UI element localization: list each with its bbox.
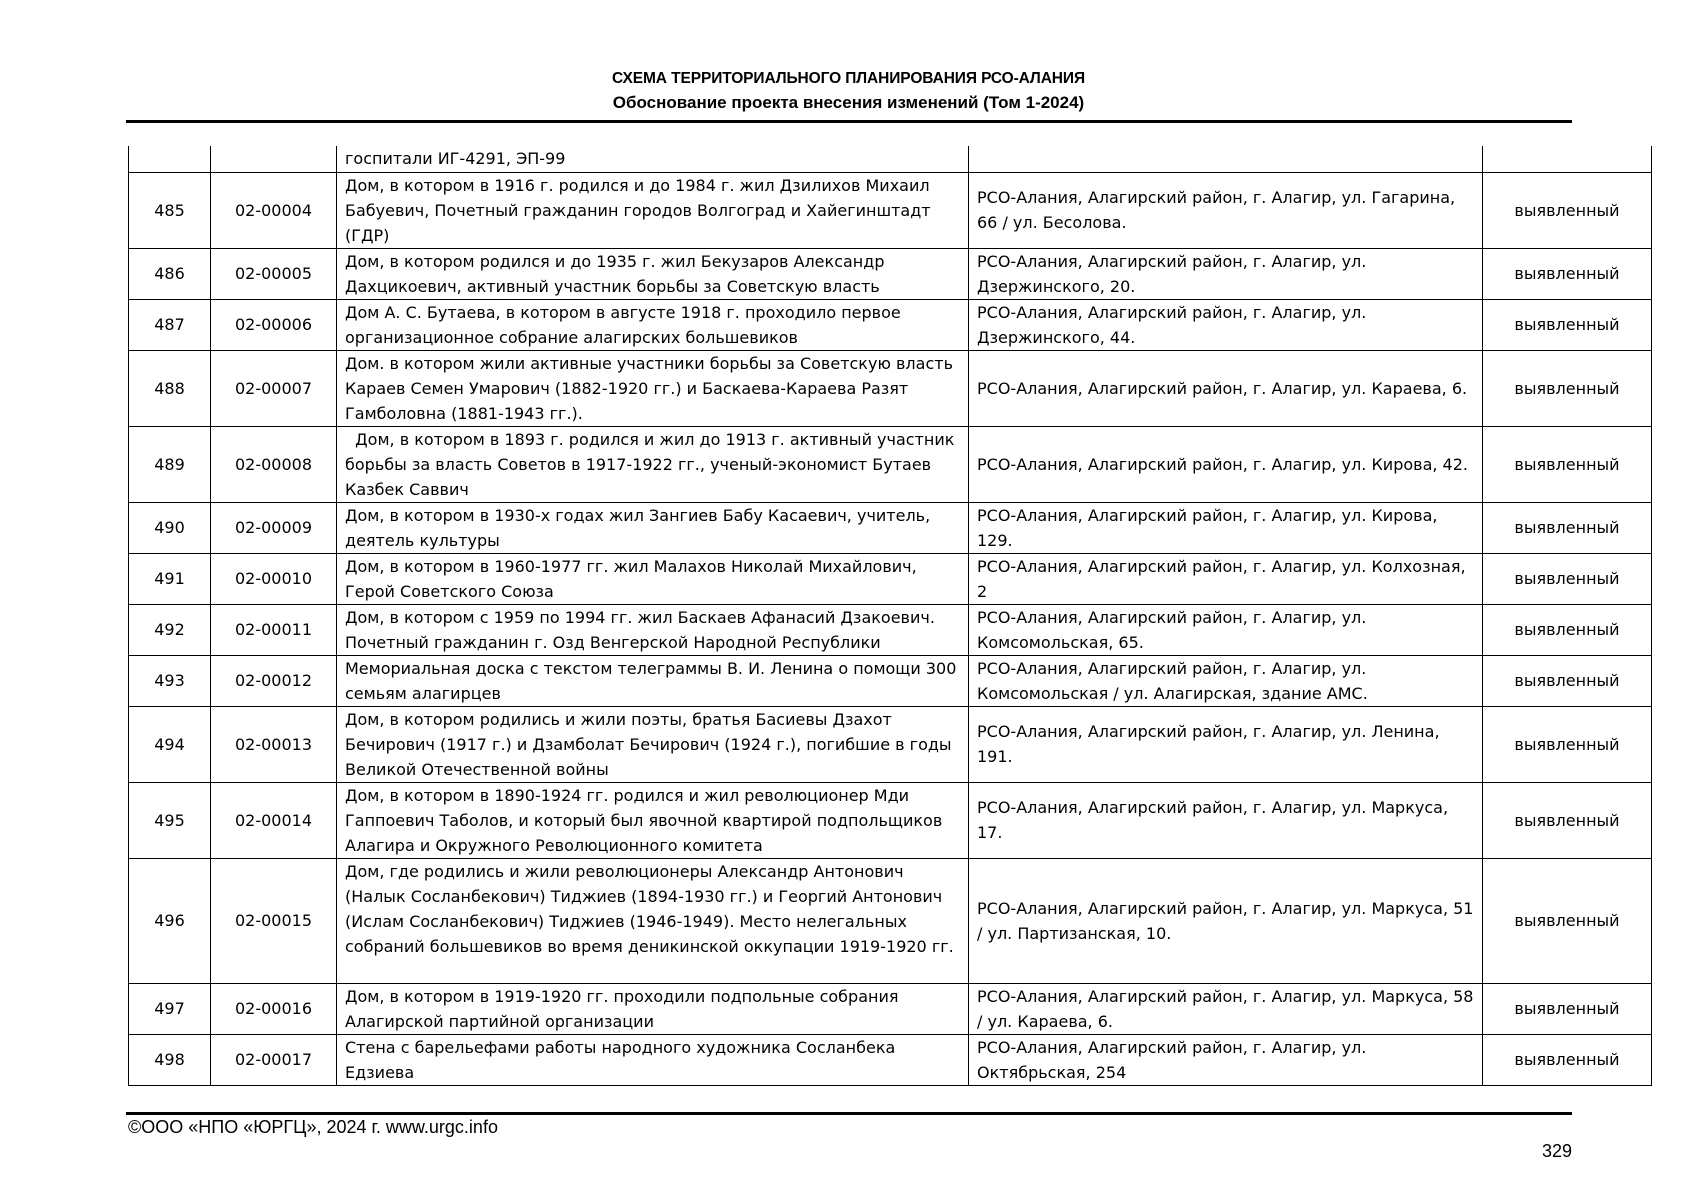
cell-name: Стена с барельефами работы народного художника Сосланбека Едзиева	[337, 1034, 969, 1085]
footer-rule	[126, 1112, 1572, 1115]
cell-address: РСО-Алания, Алагирский район, г. Алагир, ул. Кирова, 42.	[969, 426, 1483, 502]
document-subtitle: Обоснование проекта внесения изменений (Том 1-2024)	[612, 93, 1085, 112]
cell-code: 02-00009	[211, 502, 337, 553]
cell-address: РСО-Алания, Алагирский район, г. Алагир, ул. Комсомольская / ул. Алагирская, здание АМС.	[969, 655, 1483, 706]
cell-code: 02-00006	[211, 299, 337, 350]
cell-address: РСО-Алания, Алагирский район, г. Алагир, ул. Дзержинского, 20.	[969, 248, 1483, 299]
cell-address: РСО-Алания, Алагирский район, г. Алагир, ул. Маркуса, 17.	[969, 782, 1483, 858]
table-row-continuation	[129, 146, 1652, 172]
cell-num: 498	[129, 1034, 211, 1085]
cell-code: 02-00015	[211, 858, 337, 983]
header-rule	[126, 120, 1572, 123]
cell-name: Дом, в котором в 1919-1920 гг. проходили подпольные собрания Алагирской партийной организации	[337, 983, 969, 1034]
cell-address: РСО-Алания, Алагирский район, г. Алагир, ул. Комсомольская, 65.	[969, 604, 1483, 655]
table-row	[129, 299, 1652, 350]
cell-num: 487	[129, 299, 211, 350]
cell-code: 02-00014	[211, 782, 337, 858]
cell-name: госпитали ИГ-4291, ЭП-99	[337, 146, 969, 172]
cell-category: выявленный	[1483, 299, 1652, 350]
table-row	[129, 655, 1652, 706]
cell-address: РСО-Алания, Алагирский район, г. Алагир, ул. Колхозная, 2	[969, 553, 1483, 604]
table-row	[129, 350, 1652, 426]
cell-address: РСО-Алания, Алагирский район, г. Алагир, ул. Маркуса, 51 / ул. Партизанская, 10.	[969, 858, 1483, 983]
cell-name: Дом, в котором в 1890-1924 гг. родился и жил революционер Мди Гаппоевич Таболов, и который был явочной квартирой подпольщиков Алагира и Окружного Революционного комитета	[337, 782, 969, 858]
cell-name: Дом, в котором с 1959 по 1994 гг. жил Баскаев Афанасий Дзакоевич. Почетный гражданин г. Озд Венгерской Народной Республики	[337, 604, 969, 655]
cell-category: выявленный	[1483, 655, 1652, 706]
monuments-table	[128, 146, 1652, 1086]
cell-address: РСО-Алания, Алагирский район, г. Алагир, ул. Дзержинского, 44.	[969, 299, 1483, 350]
cell-category	[1483, 146, 1652, 172]
cell-num: 490	[129, 502, 211, 553]
cell-num: 485	[129, 172, 211, 248]
page-number: 329	[1541, 1141, 1572, 1161]
cell-code: 02-00004	[211, 172, 337, 248]
cell-num: 495	[129, 782, 211, 858]
cell-num: 489	[129, 426, 211, 502]
cell-num: 488	[129, 350, 211, 426]
cell-category: выявленный	[1483, 604, 1652, 655]
cell-code	[211, 146, 337, 172]
table-row	[129, 1034, 1652, 1085]
cell-category: выявленный	[1483, 553, 1652, 604]
cell-name: Дом, в котором в 1893 г. родился и жил до 1913 г. активный участник борьбы за власть Советов в 1917-1922 гг., ученый-экономист Бутаев Казбек Саввич	[337, 426, 969, 502]
cell-num: 492	[129, 604, 211, 655]
table-row	[129, 782, 1652, 858]
cell-num: 496	[129, 858, 211, 983]
cell-num: 486	[129, 248, 211, 299]
cell-name: Дом, в котором родились и жили поэты, братья Басиевы Дзахот Бечирович (1917 г.) и Дзамболат Бечирович (1924 г.), погибшие в годы Великой Отечественной войны	[337, 706, 969, 782]
cell-category: выявленный	[1483, 1034, 1652, 1085]
table-row	[129, 172, 1652, 248]
cell-address: РСО-Алания, Алагирский район, г. Алагир, ул. Караева, 6.	[969, 350, 1483, 426]
table-row	[129, 983, 1652, 1034]
cell-address: РСО-Алания, Алагирский район, г. Алагир, ул. Ленина, 191.	[969, 706, 1483, 782]
cell-category: выявленный	[1483, 248, 1652, 299]
cell-code: 02-00008	[211, 426, 337, 502]
cell-code: 02-00016	[211, 983, 337, 1034]
cell-name: Дом, где родились и жили революционеры Александр Антонович (Налык Сосланбекович) Тиджиев (1894-1930 гг.) и Георгий Антонович (Ислам Сосланбекович) Тиджиев (1946-1949). Место нелегальных собраний большевиков во время деникинской оккупации 1919-1920 гг.	[337, 858, 969, 983]
cell-code: 02-00007	[211, 350, 337, 426]
cell-category: выявленный	[1483, 858, 1652, 983]
table-row	[129, 248, 1652, 299]
cell-name: Мемориальная доска с текстом телеграммы В. И. Ленина о помощи 300 семьям алагирцев	[337, 655, 969, 706]
cell-name: Дом, в котором в 1930-х годах жил Зангиев Бабу Касаевич, учитель, деятель культуры	[337, 502, 969, 553]
document-title: СХЕМА ТЕРРИТОРИАЛЬНОГО ПЛАНИРОВАНИЯ РСО-АЛАНИЯ	[612, 70, 1085, 87]
cell-num: 491	[129, 553, 211, 604]
cell-code: 02-00017	[211, 1034, 337, 1085]
cell-num: 493	[129, 655, 211, 706]
cell-code: 02-00010	[211, 553, 337, 604]
copyright-text: ©ООО «НПО «ЮРГЦ», 2024 г. www.urgc.info	[128, 1117, 498, 1137]
cell-code: 02-00011	[211, 604, 337, 655]
cell-code: 02-00005	[211, 248, 337, 299]
table-row	[129, 553, 1652, 604]
cell-category: выявленный	[1483, 983, 1652, 1034]
cell-name: Дом. в котором жили активные участники борьбы за Советскую власть Караев Семен Умарович (1882-1920 гг.) и Баскаева-Караева Разят Гамболовна (1881-1943 гг.).	[337, 350, 969, 426]
cell-address: РСО-Алания, Алагирский район, г. Алагир, ул. Гагарина, 66 / ул. Бесолова.	[969, 172, 1483, 248]
cell-category: выявленный	[1483, 706, 1652, 782]
cell-category: выявленный	[1483, 782, 1652, 858]
cell-address: РСО-Алания, Алагирский район, г. Алагир, ул. Октябрьская, 254	[969, 1034, 1483, 1085]
cell-name: Дом, в котором родился и до 1935 г. жил Бекузаров Александр Дахцикоевич, активный участник борьбы за Советскую власть	[337, 248, 969, 299]
cell-num	[129, 146, 211, 172]
table-row	[129, 858, 1652, 983]
cell-address: РСО-Алания, Алагирский район, г. Алагир, ул. Маркуса, 58 / ул. Караева, 6.	[969, 983, 1483, 1034]
cell-category: выявленный	[1483, 426, 1652, 502]
cell-name: Дом, в котором в 1960-1977 гг. жил Малахов Николай Михайлович, Герой Советского Союза	[337, 553, 969, 604]
cell-name: Дом А. С. Бутаева, в котором в августе 1918 г. проходило первое организационное собрание алагирских большевиков	[337, 299, 969, 350]
table-row	[129, 706, 1652, 782]
cell-category: выявленный	[1483, 502, 1652, 553]
cell-category: выявленный	[1483, 350, 1652, 426]
cell-category: выявленный	[1483, 172, 1652, 248]
cell-address	[969, 146, 1483, 172]
cell-num: 497	[129, 983, 211, 1034]
cell-num: 494	[129, 706, 211, 782]
table-row	[129, 426, 1652, 502]
table-row	[129, 604, 1652, 655]
cell-name: Дом, в котором в 1916 г. родился и до 1984 г. жил Дзилихов Михаил Бабуевич, Почетный гражданин городов Волгоград и Хайегинштадт (ГДР)	[337, 172, 969, 248]
cell-address: РСО-Алания, Алагирский район, г. Алагир, ул. Кирова, 129.	[969, 502, 1483, 553]
table-row	[129, 502, 1652, 553]
cell-code: 02-00012	[211, 655, 337, 706]
cell-code: 02-00013	[211, 706, 337, 782]
